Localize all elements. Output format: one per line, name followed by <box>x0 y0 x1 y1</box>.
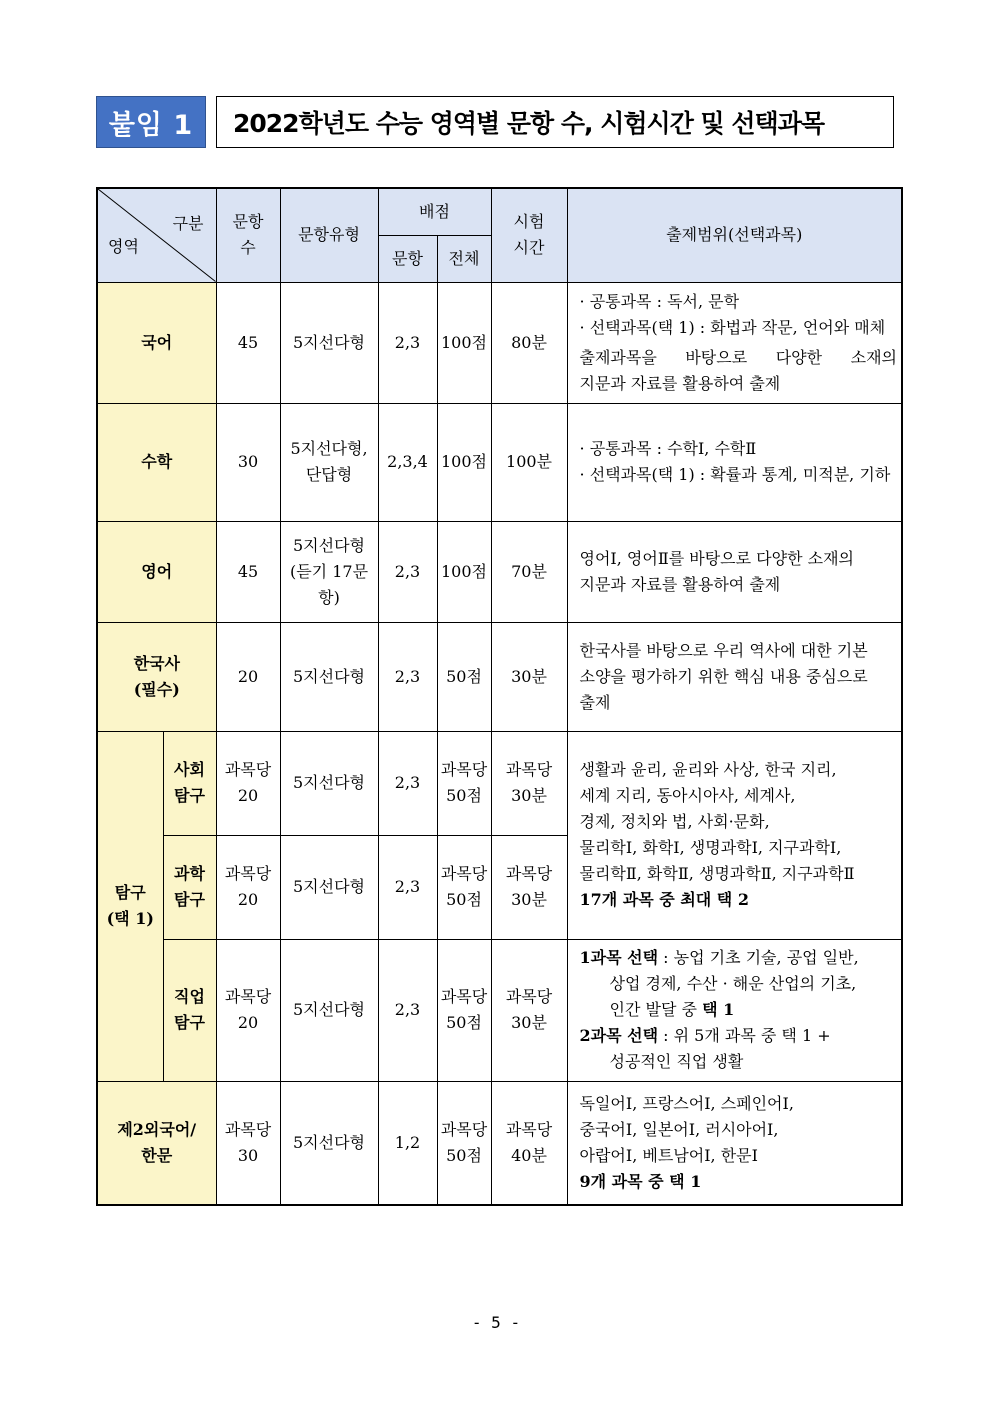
score-total: 과목당 50점 <box>437 1081 491 1205</box>
row-english <box>97 521 902 622</box>
scope-line: 독일어Ⅰ, 프랑스어Ⅰ, 스페인어Ⅰ, <box>579 1093 794 1113</box>
exam-table <box>96 187 903 1206</box>
item-count: 과목당 30 <box>216 1081 280 1205</box>
scope-line: · 공통과목 : 독서, 문학 <box>579 291 740 311</box>
subject-name: 국어 <box>97 282 216 403</box>
item-type: 5지선다형 (듣기 17문항) <box>280 521 378 622</box>
item-type: 5지선다형 <box>280 731 378 835</box>
scope-line: 지문과 자료를 활용하여 출제 <box>579 373 781 393</box>
exam-time: 과목당 30분 <box>491 939 567 1081</box>
subject-name: 한국사 (필수) <box>97 622 216 731</box>
score-total: 100점 <box>437 282 491 403</box>
row-social <box>97 731 902 835</box>
subsubject-name: 과학 탐구 <box>163 835 216 939</box>
score-total: 과목당 50점 <box>437 939 491 1081</box>
subject-name: 영어 <box>97 521 216 622</box>
subject-name: 수학 <box>97 403 216 521</box>
score-total: 100점 <box>437 521 491 622</box>
exam-time: 30분 <box>491 622 567 731</box>
exam-time: 100분 <box>491 403 567 521</box>
item-type: 5지선다형 <box>280 939 378 1081</box>
scope-line: 영어Ⅰ, 영어Ⅱ를 바탕으로 다양한 소재의 <box>579 548 854 568</box>
header-num-items: 문항 수 <box>216 188 280 282</box>
score-item: 2,3,4 <box>378 403 437 521</box>
header-score-total: 전체 <box>437 235 491 282</box>
header-category: 구분 <box>172 214 204 233</box>
scope-line <box>580 945 898 971</box>
header-scope: 출제범위(선택과목) <box>567 188 902 282</box>
header-time: 시험 시간 <box>491 188 567 282</box>
scope <box>567 731 902 939</box>
item-type: 5지선다형 <box>280 1081 378 1205</box>
scope-line: · 선택과목(택 1) : 화법과 작문, 언어와 매체 <box>579 317 886 337</box>
item-count: 과목당 20 <box>216 939 280 1081</box>
scope-line: 물리학Ⅱ, 화학Ⅱ, 생명과학Ⅱ, 지구과학Ⅱ <box>579 864 855 883</box>
score-total: 100점 <box>437 403 491 521</box>
subsubject-name: 직업 탐구 <box>163 939 216 1081</box>
row-foreign <box>97 1081 902 1205</box>
scope-line: 한국사를 바탕으로 우리 역사에 대한 기본 <box>579 640 868 660</box>
subject-name: 제2외국어/ 한문 <box>97 1081 216 1205</box>
scope <box>567 622 902 731</box>
scope-text: 인간 발달 중 <box>609 1000 703 1019</box>
exam-time: 과목당 30분 <box>491 835 567 939</box>
scope <box>567 939 902 1081</box>
row-vocational <box>97 939 902 1081</box>
item-count: 45 <box>216 282 280 403</box>
exam-time: 과목당 40분 <box>491 1081 567 1205</box>
scope-label: 1과목 선택 <box>579 948 659 967</box>
item-count: 과목당 20 <box>216 731 280 835</box>
scope-line: · 선택과목(택 1) : 확률과 통계, 미적분, 기하 <box>579 465 891 484</box>
score-total: 과목당 50점 <box>437 731 491 835</box>
scope-pick: 택 1 <box>702 1000 735 1019</box>
page-title <box>216 96 894 148</box>
score-item: 1,2 <box>378 1081 437 1205</box>
header-area: 영역 <box>108 236 139 256</box>
scope-line: 아랍어Ⅰ, 베트남어Ⅰ, 한문Ⅰ <box>579 1145 758 1165</box>
scope-line <box>580 997 898 1023</box>
scope-text: : 농업 기초 기술, 공업 일반, <box>658 948 859 967</box>
score-item: 2,3 <box>378 835 437 939</box>
scope <box>567 1081 902 1205</box>
scope-text: : 위 5개 과목 중 택 1 + <box>658 1026 831 1045</box>
item-count: 20 <box>216 622 280 731</box>
header-corner <box>97 188 216 282</box>
item-type: 5지선다형 <box>280 282 378 403</box>
row-korean <box>97 282 902 403</box>
scope-line: 출제 <box>579 692 611 712</box>
scope-line: 세계 지리, 동아시아사, 세계사, <box>579 786 796 805</box>
row-history <box>97 622 902 731</box>
page-number: - 5 - <box>471 1313 521 1332</box>
scope <box>567 403 902 521</box>
score-item: 2,3 <box>378 731 437 835</box>
header-item-type: 문항유형 <box>280 188 378 282</box>
scope-line <box>580 1023 898 1049</box>
score-item: 2,3 <box>378 622 437 731</box>
scope-line: · 공통과목 : 수학Ⅰ, 수학Ⅱ <box>579 439 757 458</box>
scope-line: 소양을 평가하기 위한 핵심 내용 중심으로 <box>579 666 868 686</box>
scope <box>567 282 902 403</box>
scope-line: 출제과목을 바탕으로 다양한 소재의 <box>579 347 898 367</box>
score-item: 2,3 <box>378 521 437 622</box>
scope-line: 성공적인 직업 생활 <box>609 1052 744 1071</box>
item-type: 5지선다형 <box>280 622 378 731</box>
scope-line: 지문과 자료를 활용하여 출제 <box>579 574 781 594</box>
header-score-item: 문항 <box>378 235 437 282</box>
item-type: 5지선다형 <box>280 835 378 939</box>
exam-time: 과목당 30분 <box>491 731 567 835</box>
item-count: 30 <box>216 403 280 521</box>
item-count: 45 <box>216 521 280 622</box>
scope-label: 2과목 선택 <box>579 1026 659 1045</box>
header-score: 배점 <box>378 188 491 235</box>
attachment-badge: 붙임 1 <box>96 96 206 148</box>
subject-name: 탐구 (택 1) <box>97 731 163 1081</box>
item-type: 5지선다형, 단답형 <box>280 403 378 521</box>
scope <box>567 521 902 622</box>
score-item: 2,3 <box>378 282 437 403</box>
score-total: 50점 <box>437 622 491 731</box>
scope-line: 경제, 정치와 법, 사회·문화, <box>579 812 770 831</box>
score-item: 2,3 <box>378 939 437 1081</box>
scope-line: 9개 과목 중 택 1 <box>579 1171 702 1191</box>
exam-time: 70분 <box>491 521 567 622</box>
scope-line: 생활과 윤리, 윤리와 사상, 한국 지리, <box>579 760 837 779</box>
scope-line: 중국어Ⅰ, 일본어Ⅰ, 러시아어Ⅰ, <box>579 1119 779 1139</box>
scope-line: 물리학Ⅰ, 화학Ⅰ, 생명과학Ⅰ, 지구과학Ⅰ, <box>579 838 842 857</box>
exam-time: 80분 <box>491 282 567 403</box>
item-count: 과목당 20 <box>216 835 280 939</box>
row-math <box>97 403 902 521</box>
scope-line: 상업 경제, 수산 · 해운 산업의 기초, <box>609 974 857 993</box>
scope-line: 17개 과목 중 최대 택 2 <box>579 890 749 909</box>
score-total: 과목당 50점 <box>437 835 491 939</box>
page-title-text: 2022학년도 수능 영역별 문항 수, 시험시간 및 선택과목 <box>233 109 825 138</box>
subsubject-name: 사회 탐구 <box>163 731 216 835</box>
